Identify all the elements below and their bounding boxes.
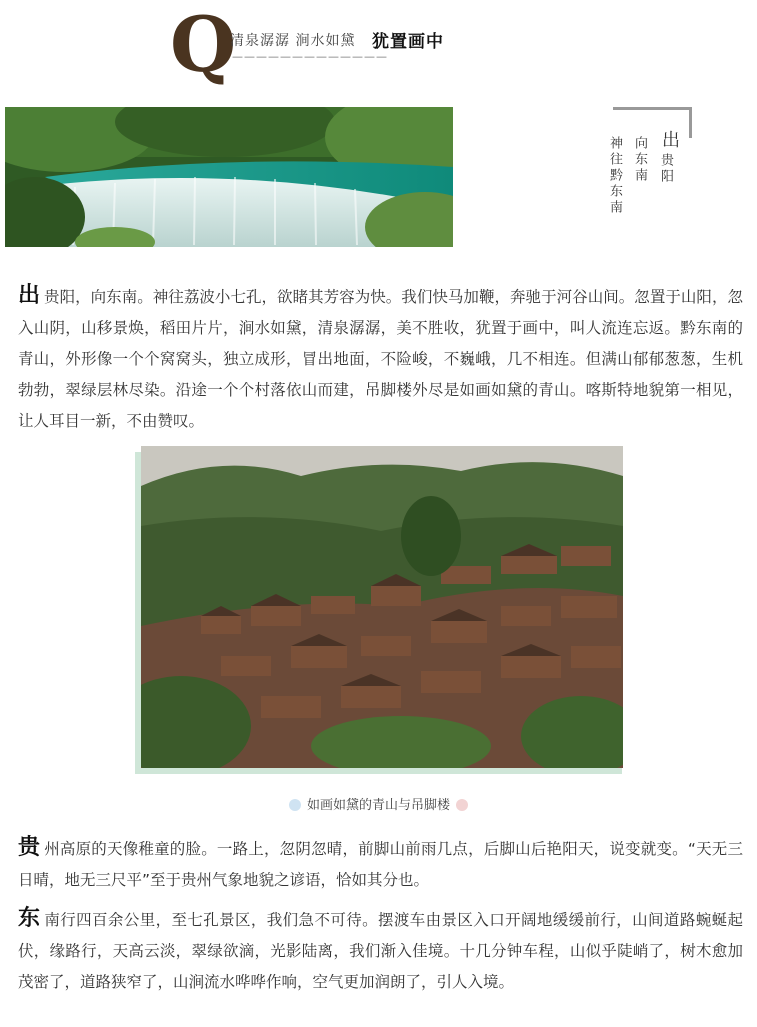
side-column-3: 神往黔东南: [607, 136, 622, 216]
paragraph-3-initial: 东: [18, 906, 41, 931]
paragraph-1-initial: 出: [18, 283, 41, 308]
photo-caption-row: [0, 794, 757, 813]
paragraph-2: [18, 832, 743, 896]
paragraph-1: [18, 280, 743, 437]
paragraph-3-text: 南行四百余公里，至七孔景区，我们急不可待。摆渡车由景区入口开阔地缓缓前行，山间道路蜿蜒起伏，缘路行，天高云淡，翠绿欲滴，光影陆离，我们渐入佳境。十几分钟车程，山似乎陡峭了，树木愈加茂密了，道路狭窄了，山涧流水哗哗作响，空气更加润朗了，引人入境。: [18, 911, 743, 991]
side-title-char: 出: [659, 130, 680, 150]
side-column-1: 贵阳: [658, 153, 673, 185]
header-title: 犹置画中: [372, 32, 444, 52]
village-photo: [141, 446, 623, 768]
paragraph-2-initial: 贵: [18, 835, 41, 860]
photo-caption: 如画如黛的青山与吊脚楼: [306, 798, 450, 813]
paragraph-2-text: 州高原的天像稚童的脸。一路上，忽阴忽晴，前脚山前雨几点，后脚山后艳阳天，说变就变。“天无三日晴，地无三尺平”至于贵州气象地貌之谚语，恰如其分也。: [18, 840, 743, 889]
village-illustration: [141, 446, 623, 768]
header-dash-rule: —————————————: [232, 50, 388, 63]
paragraph-3: [18, 903, 743, 998]
waterfall-illustration: [5, 107, 453, 247]
paragraph-1-text: 贵阳，向东南。神往荔波小七孔，欲睹其芳容为快。我们快马加鞭，奔驰于河谷山间。忽置于山阳，忽入山阴，山移景焕，稻田片片，涧水如黛，清泉潺潺，美不胜收，犹置于画中，叫人流连忘返。黔东南的青山，外形像一个个窝窝头，独立成形，冒出地面，不险峻，不巍峨，几不相连。但满山郁郁葱葱，生机勃勃，翠绿层林尽染。沿途一个个村落依山而建，吊脚楼外尽是如画如黛的青山。喀斯特地貌第一相见，让人耳目一新，不由赞叹。: [18, 288, 743, 430]
header-subtitle: 清泉潺潺 涧水如黛: [230, 33, 356, 49]
header-q-letter: Q: [170, 0, 237, 89]
caption-left-dot-icon: [289, 799, 301, 811]
waterfall-photo: [5, 107, 453, 247]
caption-right-dot-icon: [456, 799, 468, 811]
side-column-2: 向东南: [632, 136, 647, 184]
